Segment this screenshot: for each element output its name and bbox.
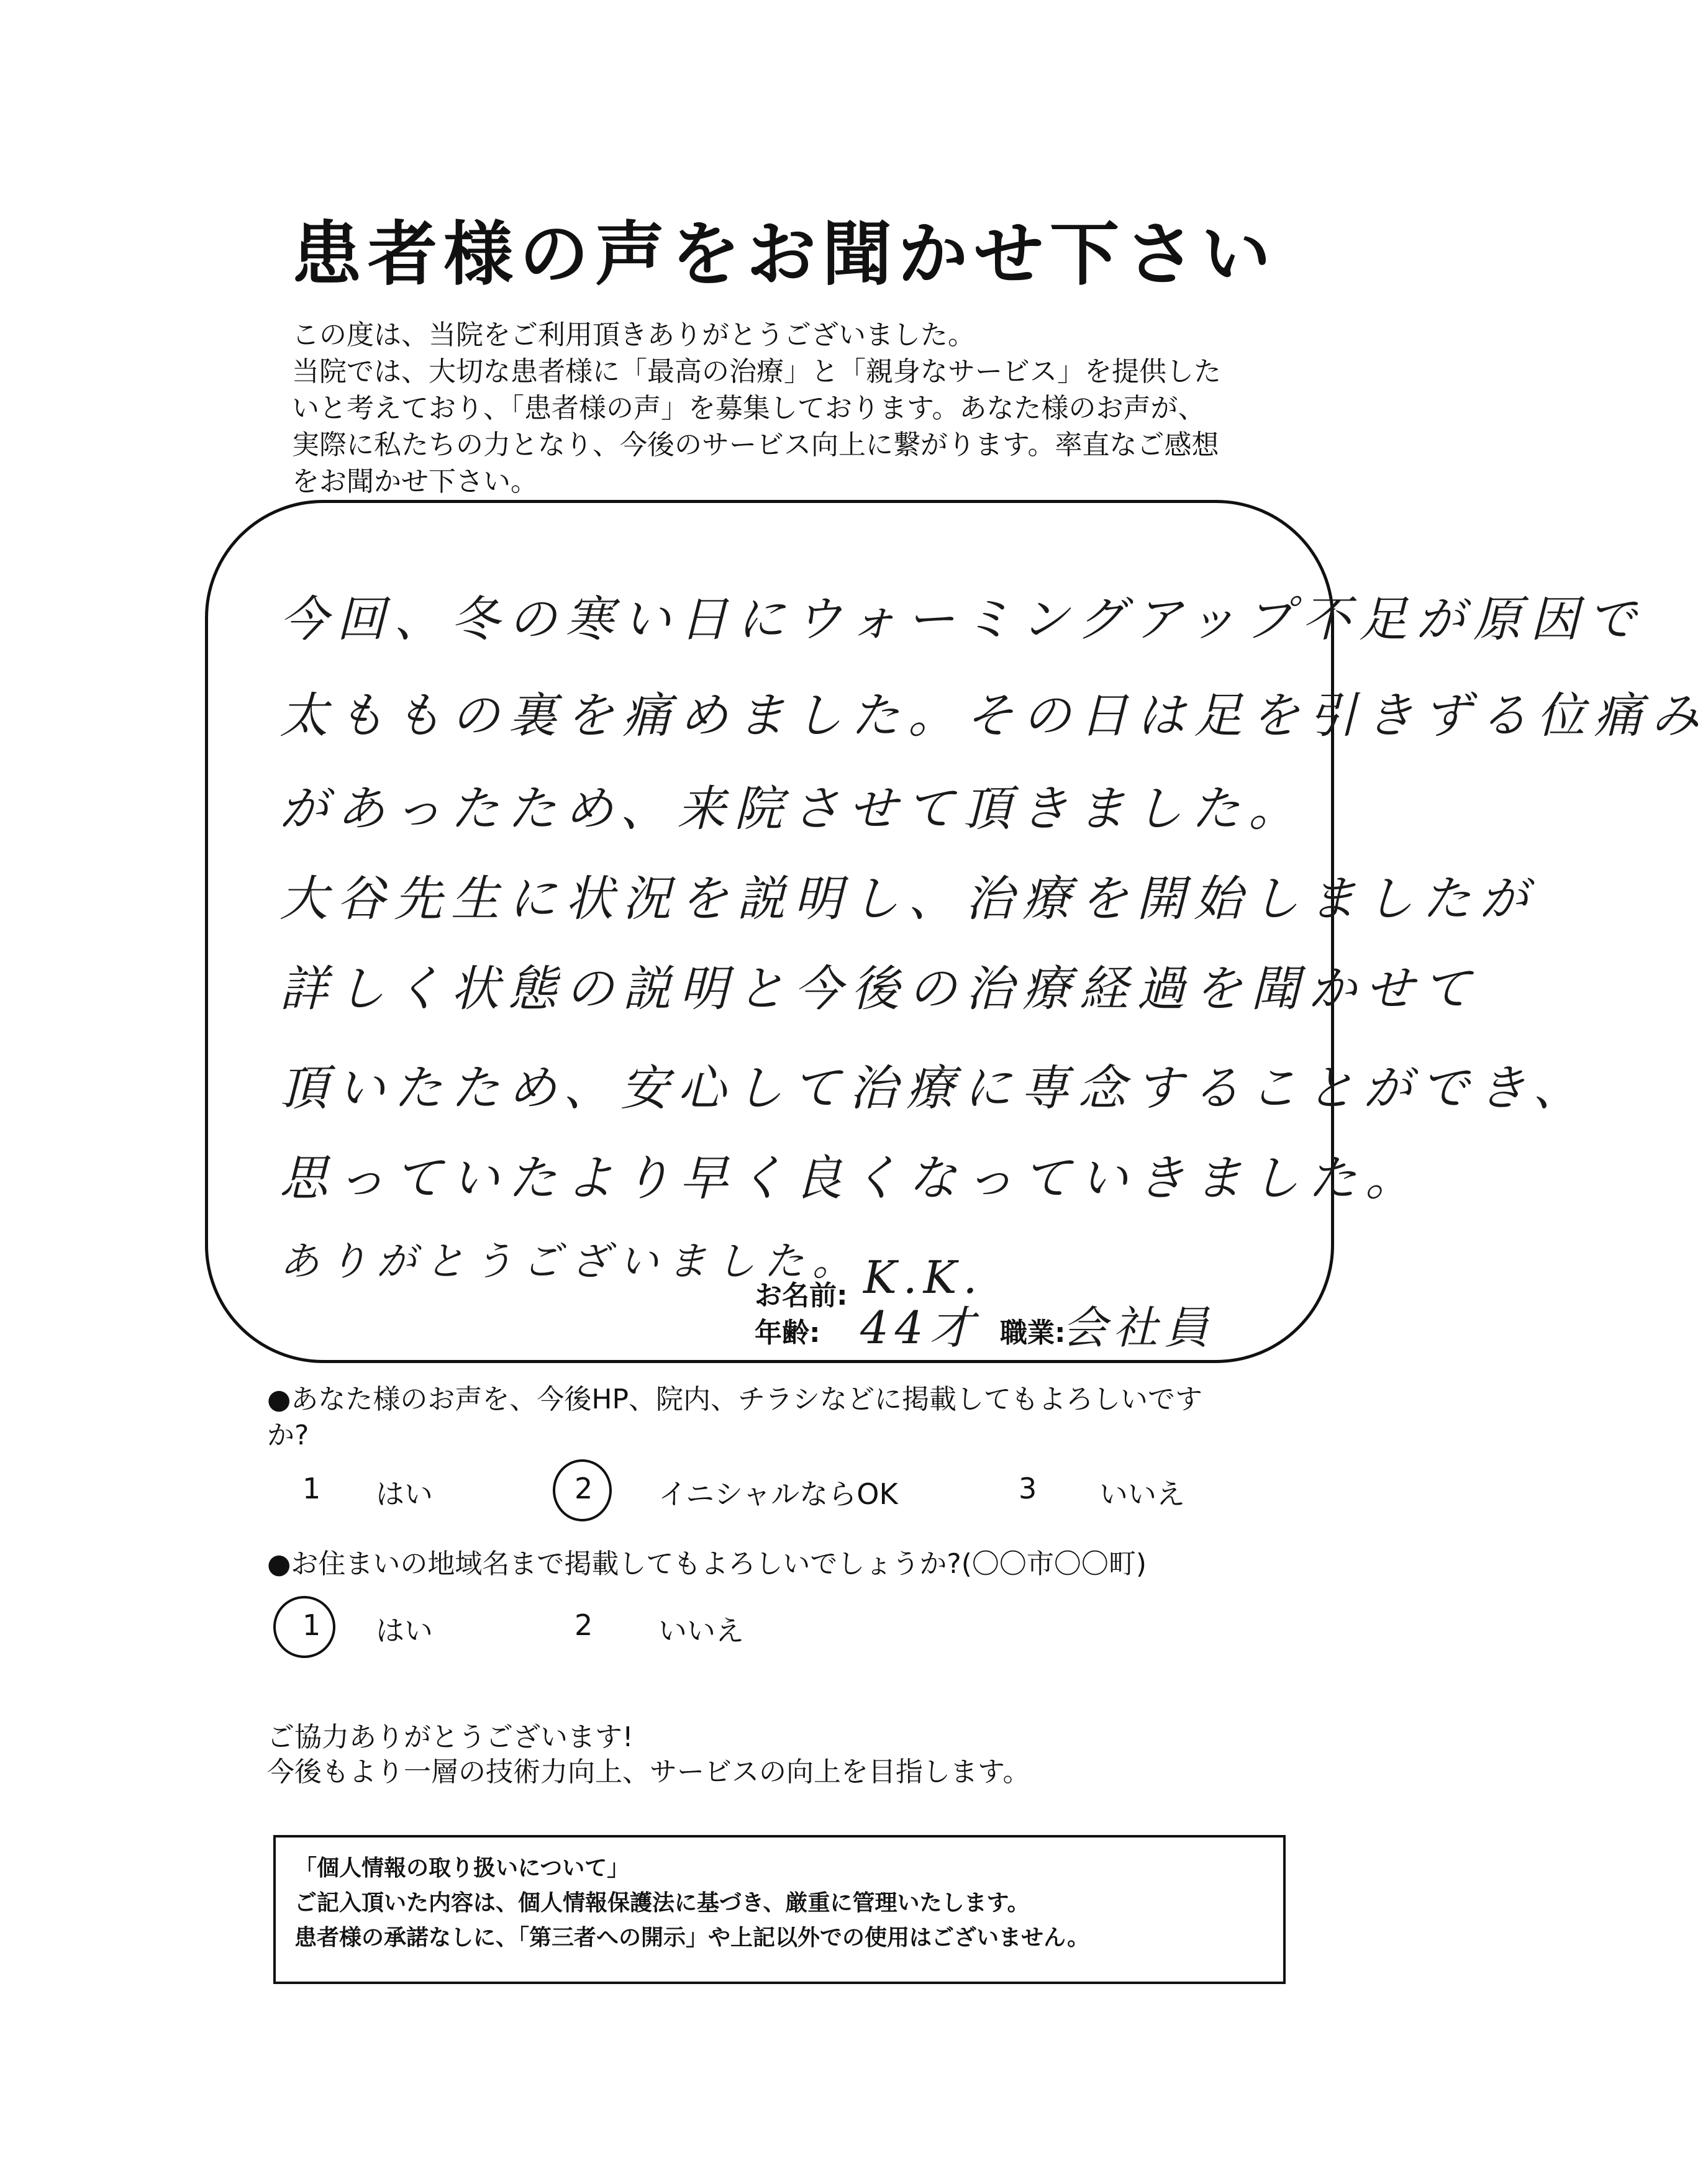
question-publish-consent [267,1382,1323,1454]
age-label: 年齢: [755,1317,820,1349]
question-text: ●あなた様のお声を、今後HP、院内、チラシなどに掲載してもよろしいです [267,1384,1203,1415]
comment-line: 頂いたため、安心して治療に専念することができ、 [279,1061,1590,1117]
comment-line: 太ももの裏を痛めました。その日は足を引きずる位痛み [279,688,1708,744]
comment-line: があったため、来院させて頂きました。 [279,781,1306,837]
occupation-value: 会社員 [1062,1302,1215,1354]
name-value: K.K. [863,1251,984,1303]
question-area-consent: ●お住まいの地域名まで掲載してもよろしいでしょうか?(〇〇市〇〇町) [267,1548,1147,1580]
intro-line: 実際に私たちの力となり、今後のサービス向上に繋がります。率直なご感想 [292,429,1219,461]
comment-line: 今回、冬の寒い日にウォーミングアップ不足が原因で [279,592,1645,648]
occupation-label: 職業: [1000,1317,1066,1349]
thanks-line: 今後もより一層の技術力向上、サービスの向上を目指します。 [267,1756,1030,1788]
option-number[interactable]: 1 [302,1472,321,1505]
option-label[interactable]: はい [376,1614,433,1647]
comment-line: ありがとうございました。 [279,1239,861,1285]
page-title: 患者様の声をお聞かせ下さい [292,214,1277,295]
thanks-message [267,1720,1323,1790]
comment-line: 詳しく状態の説明と今後の治療経過を聞かせて [279,961,1480,1017]
intro-text [292,317,1323,500]
comment-line: 思っていたより早く良くなっていきました。 [279,1151,1423,1207]
option-label[interactable]: はい [376,1477,433,1511]
option-number[interactable]: 1 [302,1608,321,1642]
comment-line: 大谷先生に状況を説明し、治療を開始しましたが [279,871,1537,927]
name-label: お名前: [755,1280,848,1312]
question-text: か? [267,1420,309,1451]
option-number[interactable]: 2 [575,1608,593,1642]
option-label[interactable]: いいえ [658,1614,744,1647]
intro-line: いと考えており、「患者様の声」を募集しております。あなた様のお声が、 [292,392,1206,424]
privacy-notice [273,1835,1286,1984]
option-label[interactable]: いいえ [1099,1477,1185,1511]
intro-line: をお聞かせ下さい。 [292,466,538,497]
thanks-line: ご協力ありがとうございます! [267,1721,634,1753]
option-number[interactable]: 2 [575,1472,593,1505]
age-value: 44才 [860,1302,981,1354]
option-number[interactable]: 3 [1019,1472,1037,1505]
option-label[interactable]: イニシャルならOK [658,1477,898,1511]
privacy-line: 患者様の承諾なしに、「第三者への開示」や上記以外での使用はございません。 [294,1925,1090,1951]
privacy-heading: 「個人情報の取り扱いについて」 [294,1856,630,1881]
privacy-line: ご記入頂いた内容は、個人情報保護法に基づき、厳重に管理いたします。 [294,1890,1030,1916]
intro-line: この度は、当院をご利用頂きありがとうございました。 [292,319,975,351]
intro-line: 当院では、大切な患者様に「最高の治療」と「親身なサービス」を提供した [292,356,1221,387]
